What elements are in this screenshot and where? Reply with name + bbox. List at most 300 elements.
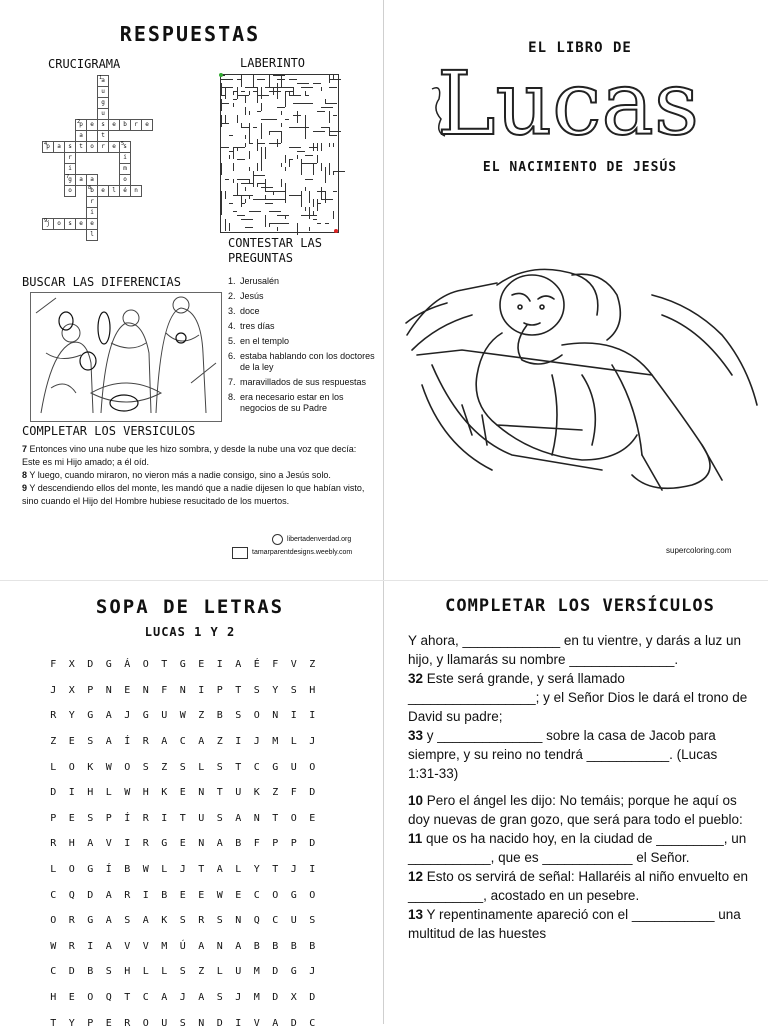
- wordsearch-letter: N: [235, 915, 242, 927]
- maze-wall: [233, 147, 234, 159]
- wordsearch-letter: A: [216, 838, 223, 850]
- answer-text: Jerusalén: [240, 276, 280, 286]
- maze-wall: [289, 147, 301, 148]
- wordsearch-letter: T: [198, 864, 205, 876]
- wordsearch-letter: B: [253, 940, 260, 952]
- page-fold-vertical: [383, 0, 384, 1024]
- wordsearch-letter: S: [179, 1017, 186, 1029]
- wordsearch-letter: D: [309, 787, 316, 799]
- wordsearch-letter: U: [161, 710, 168, 722]
- wordsearch-letter: B: [216, 710, 223, 722]
- maze-wall: [277, 199, 285, 200]
- crossword-cell: r: [97, 141, 109, 153]
- maze-wall: [265, 87, 269, 88]
- wordsearch-letter: O: [68, 761, 75, 773]
- maze-wall: [233, 163, 234, 171]
- wordsearch-letter: E: [198, 889, 205, 901]
- question-answer: [228, 377, 378, 388]
- wordsearch-letter: Z: [309, 659, 316, 671]
- verse-number: 12: [408, 869, 424, 884]
- verse-answer: [22, 469, 372, 482]
- wordsearch-letter: O: [142, 659, 149, 671]
- crossword-cell: e: [97, 185, 109, 197]
- maze-wall: [321, 191, 322, 195]
- maze-wall: [233, 179, 234, 183]
- maze-wall: [301, 195, 302, 207]
- wordsearch-row: [44, 806, 344, 832]
- maze-wall: [313, 219, 317, 220]
- wordsearch-letter: T: [272, 864, 279, 876]
- maze-wall: [281, 111, 282, 115]
- wordsearch-row: [44, 678, 344, 704]
- wordsearch-letter: G: [87, 710, 94, 722]
- crossword-clue-number: 7: [66, 174, 70, 180]
- wordsearch-letter: I: [309, 864, 316, 876]
- maze-image: [220, 74, 339, 233]
- wordsearch-letter: R: [142, 838, 149, 850]
- wordsearch-letter: H: [68, 838, 75, 850]
- wordsearch-letter: S: [142, 761, 149, 773]
- crossword-cell: a: [75, 174, 87, 186]
- crossword-cell: n: [130, 185, 142, 197]
- wordsearch-letter: P: [87, 684, 94, 696]
- maze-wall: [261, 103, 262, 107]
- maze-wall: [257, 95, 269, 96]
- crossword-cell: e: [108, 119, 120, 131]
- wordsearch-letter: S: [216, 812, 223, 824]
- wordsearch-letter: S: [179, 966, 186, 978]
- maze-wall: [329, 163, 330, 175]
- maze-wall: [257, 111, 261, 112]
- maze-wall: [233, 91, 237, 92]
- maze-wall: [285, 95, 286, 107]
- answer-number: 5.: [228, 336, 236, 346]
- wordsearch-subtitle: LUCAS 1 Y 2: [144, 625, 236, 639]
- maze-wall: [249, 131, 250, 135]
- maze-wall: [313, 83, 321, 84]
- differences-label: BUSCAR LAS DIFERENCIAS: [22, 275, 181, 289]
- wordsearch-letter: U: [161, 1017, 168, 1029]
- wordsearch-letter: E: [235, 889, 242, 901]
- globe-icon: [272, 534, 283, 545]
- crossword-cell: l: [86, 229, 98, 241]
- wordsearch-letter: A: [198, 736, 205, 748]
- wordsearch-letter: L: [105, 787, 112, 799]
- maze-wall: [333, 191, 337, 192]
- maze-wall: [233, 103, 234, 107]
- wordsearch-letter: Y: [253, 864, 260, 876]
- maze-wall: [325, 223, 329, 224]
- wordsearch-letter: I: [161, 812, 168, 824]
- crossword-cell: r: [130, 119, 142, 131]
- crossword-cell: o: [64, 185, 76, 197]
- wordsearch-letter: T: [161, 659, 168, 671]
- maze-wall: [289, 127, 297, 128]
- crossword-cell: e: [141, 119, 153, 131]
- maze-wall: [321, 147, 322, 151]
- wordsearch-letter: A: [105, 736, 112, 748]
- maze-wall: [281, 163, 282, 167]
- maze-wall: [321, 107, 325, 108]
- maze-wall: [281, 179, 282, 187]
- answer-text: tres días: [240, 321, 275, 331]
- wordsearch-letter: C: [50, 966, 57, 978]
- wordsearch-letter: X: [68, 684, 75, 696]
- verse-number: 32: [408, 671, 424, 686]
- wordsearch-letter: O: [253, 710, 260, 722]
- maze-wall: [245, 227, 253, 228]
- maze-wall: [317, 155, 318, 163]
- maze-wall: [285, 195, 286, 203]
- maze-wall: [277, 227, 278, 231]
- wordsearch-letter: P: [272, 838, 279, 850]
- maze-wall: [221, 147, 229, 148]
- maze-wall: [265, 195, 266, 199]
- verse-text: Y repentinamente apareció con el ___________ una multitud de las huestes: [408, 907, 741, 941]
- wordsearch-letter: E: [179, 838, 186, 850]
- wordsearch-letter: L: [198, 761, 205, 773]
- wordsearch-letter: T: [235, 761, 242, 773]
- maze-wall: [297, 151, 305, 152]
- wordsearch-letter: G: [87, 915, 94, 927]
- wordsearch-row: [44, 882, 344, 908]
- maze-wall: [305, 163, 317, 164]
- wordsearch-letter: Q: [253, 915, 260, 927]
- wordsearch-letter: T: [124, 992, 131, 1004]
- wordsearch-letter: D: [309, 992, 316, 1004]
- questions-label: CONTESTAR LAS PREGUNTAS: [228, 236, 322, 265]
- wordsearch-letter: G: [87, 864, 94, 876]
- credit-site-1: libertadenverdad.org: [287, 536, 352, 543]
- maze-wall: [305, 207, 306, 211]
- crossword-cell: o: [119, 174, 131, 186]
- answer-text: era necesario estar en los negocios de su Padre: [240, 392, 344, 413]
- maze-wall: [305, 155, 313, 156]
- wordsearch-letter: A: [235, 812, 242, 824]
- maze-wall: [285, 183, 286, 195]
- crossword-cell: s 5: [119, 141, 131, 153]
- maze-wall: [265, 147, 266, 159]
- wordsearch-letter: Z: [161, 761, 168, 773]
- wordsearch-letter: O: [272, 889, 279, 901]
- crossword-cell: e: [108, 141, 120, 153]
- maze-wall: [249, 211, 261, 212]
- wordsearch-row: [44, 857, 344, 883]
- wordsearch-letter: L: [161, 864, 168, 876]
- wordsearch-letter: G: [179, 659, 186, 671]
- wordsearch-letter: R: [68, 940, 75, 952]
- maze-wall: [261, 107, 262, 111]
- maze-wall: [237, 159, 245, 160]
- wordsearch-letter: S: [87, 812, 94, 824]
- wordsearch-letter: R: [142, 736, 149, 748]
- question-answer: [228, 336, 378, 347]
- baby-jesus-illustration: [402, 255, 762, 505]
- wordsearch-letter: D: [87, 889, 94, 901]
- wordsearch-letter: Z: [198, 966, 205, 978]
- wordsearch-letter: J: [179, 992, 186, 1004]
- wordsearch-letter: M: [253, 966, 260, 978]
- verse-text: Esto os servirá de señal: Hallaréis al niño envuelto en __________, acostado en un pesebre.: [408, 869, 748, 903]
- verse-text: Y ahora, _____________ en tu vientre, y darás a luz un hijo, y llamarás su nombre ______________.: [408, 633, 741, 667]
- wordsearch-letter: C: [253, 761, 260, 773]
- verse-text: Pero el ángel les dijo: No temáis; porque he aquí os doy nuevas de gran gozo, que será para todo el pueblo:: [408, 793, 743, 827]
- crossword-cell: u: [97, 86, 109, 98]
- maze-start-icon: [219, 73, 223, 77]
- maze-wall: [269, 87, 281, 88]
- maze-wall: [297, 127, 309, 128]
- maze-wall: [317, 143, 318, 151]
- maze-label: LABERINTO: [240, 56, 306, 70]
- wordsearch-letter: S: [216, 915, 223, 927]
- maze-wall: [297, 155, 298, 159]
- maze-wall: [245, 95, 246, 103]
- maze-wall: [273, 87, 274, 95]
- maze-wall: [277, 83, 278, 87]
- maze-wall: [313, 199, 314, 207]
- wordsearch-letter: N: [198, 1017, 205, 1029]
- verse-paragraph: [408, 791, 748, 943]
- maze-wall: [277, 215, 289, 216]
- wordsearch-letter: W: [179, 710, 186, 722]
- maze-wall: [265, 199, 277, 200]
- crossword-cell: g: [97, 97, 109, 109]
- wordsearch-letter: A: [105, 940, 112, 952]
- maze-wall: [329, 143, 330, 147]
- wordsearch-letter: G: [290, 889, 297, 901]
- question-answer: [228, 291, 378, 302]
- maze-wall: [261, 159, 262, 171]
- wordsearch-letter: A: [235, 940, 242, 952]
- answer-text: maravillados de sus respuestas: [240, 377, 367, 387]
- crossword-cell: e: [75, 218, 87, 230]
- wordsearch-letter: A: [87, 838, 94, 850]
- maze-wall: [313, 163, 314, 175]
- maze-wall: [257, 143, 265, 144]
- wordsearch-letter: E: [309, 812, 316, 824]
- maze-wall: [253, 127, 257, 128]
- answer-text: estaba hablando con los doctores de la ley: [240, 351, 375, 372]
- maze-wall: [309, 207, 310, 219]
- crossword-cell: i: [86, 207, 98, 219]
- maze-wall: [301, 191, 302, 195]
- maze-wall: [229, 203, 233, 204]
- wordsearch-letter: J: [235, 992, 242, 1004]
- wordsearch-letter: N: [198, 787, 205, 799]
- maze-wall: [269, 143, 281, 144]
- maze-wall: [333, 171, 345, 172]
- maze-wall: [281, 131, 282, 143]
- wordsearch-letter: U: [290, 915, 297, 927]
- differences-image: [30, 292, 222, 422]
- wordsearch-row: [44, 780, 344, 806]
- question-answer: [228, 392, 378, 414]
- maze-wall: [233, 99, 237, 100]
- wordsearch-letter: G: [290, 966, 297, 978]
- wordsearch-letter: W: [124, 787, 131, 799]
- maze-wall: [253, 75, 254, 83]
- wordsearch-letter: R: [50, 838, 57, 850]
- maze-wall: [305, 127, 306, 139]
- wordsearch-letter: O: [290, 812, 297, 824]
- wordsearch-letter: C: [253, 889, 260, 901]
- maze-wall: [329, 131, 341, 132]
- wordsearch-letter: S: [124, 915, 131, 927]
- credits: [232, 533, 352, 559]
- wordsearch-letter: V: [290, 659, 297, 671]
- wordsearch-title: SOPA DE LETRAS: [95, 596, 285, 618]
- maze-wall: [241, 219, 253, 220]
- wordsearch-letter: P: [290, 838, 297, 850]
- maze-wall: [269, 75, 270, 87]
- maze-wall: [261, 147, 262, 159]
- cover-title-lucas: [427, 54, 747, 154]
- wordsearch-letter: E: [68, 992, 75, 1004]
- maze-wall: [321, 127, 329, 128]
- verses-label: COMPLETAR LOS VERSICULOS: [22, 424, 196, 438]
- page-fold-horizontal: [0, 580, 768, 581]
- wordsearch-letter: V: [124, 940, 131, 952]
- cover-title-pre: EL LIBRO DE: [528, 40, 632, 56]
- maze-wall: [321, 199, 333, 200]
- maze-wall: [237, 87, 238, 95]
- verse-text: Entonces vino una nube que les hizo sombra, y desde la nube una voz que decía: Este es mi Hijo amado; a él oíd.: [22, 444, 357, 467]
- wordsearch-row: [44, 831, 344, 857]
- question-answer: [228, 321, 378, 332]
- wordsearch-letter: F: [290, 787, 297, 799]
- wordsearch-letter: H: [124, 966, 131, 978]
- wordsearch-letter: J: [253, 736, 260, 748]
- wordsearch-letter: H: [142, 787, 149, 799]
- maze-wall: [305, 87, 309, 88]
- crossword-cell: a: [75, 130, 87, 142]
- verse-answer: [22, 443, 372, 469]
- wordsearch-letter: Y: [68, 1017, 75, 1029]
- wordsearch-letter: L: [235, 864, 242, 876]
- maze-wall: [281, 75, 282, 87]
- verse-number: 33: [408, 728, 424, 743]
- wordsearch-letter: E: [198, 659, 205, 671]
- maze-wall: [305, 115, 306, 127]
- answer-text: Jesús: [240, 291, 264, 301]
- credit-site-2: tamarparentdesigns.weebly.com: [252, 549, 353, 556]
- maze-wall: [245, 187, 246, 191]
- maze-wall: [285, 167, 286, 171]
- maze-wall: [241, 127, 249, 128]
- maze-wall: [225, 191, 226, 199]
- wordsearch-letter: U: [198, 812, 205, 824]
- crossword-cell: b 8: [86, 185, 98, 197]
- verse-number: 9: [22, 483, 28, 493]
- maze-wall: [249, 91, 250, 95]
- wordsearch-letter: O: [124, 761, 131, 773]
- maze-wall: [297, 83, 309, 84]
- wordsearch-letter: L: [290, 736, 297, 748]
- wordsearch-letter: D: [87, 659, 94, 671]
- maze-wall: [325, 103, 337, 104]
- maze-wall: [241, 75, 242, 87]
- maze-wall: [265, 179, 266, 191]
- maze-wall: [301, 159, 302, 171]
- verse-number: 8: [22, 470, 28, 480]
- crossword-cell: i: [119, 152, 131, 164]
- complete-verses-text: [408, 631, 748, 951]
- maze-wall: [321, 163, 322, 171]
- wordsearch-letter: Á: [124, 659, 131, 671]
- wordsearch-letter: O: [50, 915, 57, 927]
- maze-wall: [285, 215, 286, 219]
- maze-wall: [237, 115, 238, 123]
- question-answer: [228, 306, 378, 317]
- maze-wall: [241, 195, 242, 207]
- wordsearch-letter: V: [105, 838, 112, 850]
- wordsearch-letter: N: [105, 684, 112, 696]
- maze-wall: [221, 99, 222, 111]
- crossword-cell: u: [97, 108, 109, 120]
- answer-number: 1.: [228, 276, 236, 286]
- wordsearch-letter: V: [142, 940, 149, 952]
- wordsearch-letter: P: [87, 1017, 94, 1029]
- wordsearch-letter: J: [124, 710, 131, 722]
- wordsearch-letter: Q: [68, 889, 75, 901]
- wordsearch-letter: J: [179, 864, 186, 876]
- maze-wall: [333, 171, 334, 175]
- maze-wall: [333, 115, 337, 116]
- wordsearch-letter: R: [50, 710, 57, 722]
- wordsearch-letter: A: [272, 1017, 279, 1029]
- verses-answers: [22, 443, 372, 508]
- maze-wall: [281, 87, 293, 88]
- wordsearch-letter: J: [50, 684, 57, 696]
- verse-paragraph: [408, 631, 748, 783]
- wordsearch-letter: K: [87, 761, 94, 773]
- verse-number: 13: [408, 907, 424, 922]
- crossword-cell: a: [53, 141, 65, 153]
- crossword-cell: r: [64, 152, 76, 164]
- wordsearch-row: [44, 908, 344, 934]
- logo-icon: [232, 547, 248, 559]
- maze-wall: [221, 103, 229, 104]
- wordsearch-letter: L: [161, 966, 168, 978]
- wordsearch-letter: K: [161, 787, 168, 799]
- maze-wall: [225, 219, 226, 231]
- maze-wall: [249, 111, 250, 115]
- maze-wall: [285, 119, 289, 120]
- wordsearch-letter: R: [68, 915, 75, 927]
- wordsearch-letter: S: [290, 684, 297, 696]
- wordsearch-letter: E: [105, 1017, 112, 1029]
- verse-number: 10: [408, 793, 424, 808]
- wordsearch-letter: S: [87, 736, 94, 748]
- wordsearch-letter: J: [309, 966, 316, 978]
- maze-wall: [237, 95, 249, 96]
- wordsearch-letter: W: [216, 889, 223, 901]
- wordsearch-letter: R: [142, 812, 149, 824]
- maze-wall: [225, 115, 226, 123]
- wordsearch-letter: N: [253, 812, 260, 824]
- wordsearch-letter: S: [216, 761, 223, 773]
- wordsearch-letter: J: [290, 864, 297, 876]
- wordsearch-row: [44, 959, 344, 985]
- wordsearch-letter: G: [105, 659, 112, 671]
- maze-wall: [257, 183, 265, 184]
- wordsearch-letter: D: [309, 838, 316, 850]
- crossword-cell: é: [119, 185, 131, 197]
- wordsearch-letter: A: [161, 736, 168, 748]
- wordsearch-letter: A: [198, 992, 205, 1004]
- maze-end-icon: [334, 229, 338, 233]
- maze-wall: [313, 131, 325, 132]
